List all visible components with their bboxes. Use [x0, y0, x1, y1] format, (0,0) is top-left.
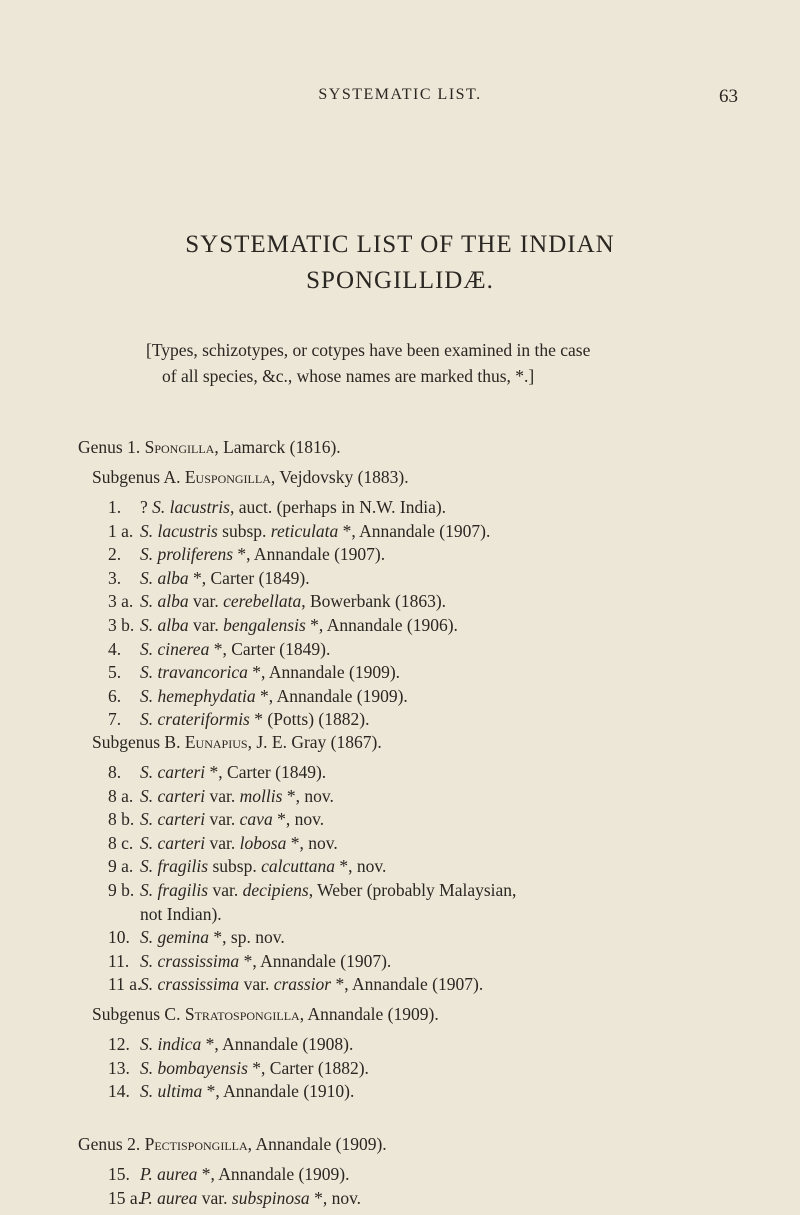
entry-rank: var.	[208, 880, 243, 900]
entry-number: 10.	[108, 927, 130, 948]
entry-authority: , Bowerbank (1863).	[301, 591, 447, 612]
title-line-1: SYSTEMATIC LIST OF THE INDIAN	[185, 231, 615, 258]
list-entry	[108, 1058, 369, 1079]
subgenus-b-heading-name: Eunapius	[184, 732, 248, 752]
entry-species: S. crassissima	[140, 950, 240, 971]
entry-number: 3.	[108, 567, 122, 588]
entry-species: S. carteri	[140, 809, 206, 830]
entry-rank: var.	[239, 974, 274, 995]
entry-number: 3 a.	[108, 591, 134, 612]
entry-authority: *, Annandale (1907).	[331, 974, 484, 995]
subgenus-c-heading	[92, 1004, 439, 1025]
entry-number: 2.	[108, 544, 122, 565]
list-entry	[108, 974, 483, 995]
entry-number: 8 a.	[108, 785, 134, 806]
entry-number: 15 a.	[108, 1187, 143, 1208]
entry-variety: crassior	[273, 974, 332, 995]
running-head	[0, 86, 800, 110]
running-head-title: SYSTEMATIC LIST.	[318, 86, 482, 103]
entry-authority: *, Annandale (1906).	[305, 615, 458, 635]
entry-number: 4.	[108, 638, 122, 659]
entry-species: P. aurea	[140, 1164, 198, 1184]
entry-authority: , Weber (probably Malaysian,	[308, 880, 517, 900]
entry-authority: *, nov.	[272, 809, 325, 830]
entry-rank: var.	[188, 591, 224, 612]
subgenus-c-heading-author: , Annandale (1909).	[299, 1004, 439, 1024]
page-title	[0, 227, 800, 299]
subgenus-b-heading-author: , J. E. Gray (1867).	[247, 732, 382, 752]
subgenus-b-heading-prefix: Subgenus B.	[92, 732, 185, 752]
list-entry	[108, 927, 285, 948]
list-entry	[108, 521, 490, 542]
entry-species: S. ultima	[140, 1081, 203, 1102]
entry-number: 8 b.	[108, 809, 135, 830]
entry-species: S. alba	[140, 591, 189, 612]
entry-authority: *, nov.	[286, 832, 338, 853]
entry-species: S. travancorica	[140, 662, 248, 683]
entry-number: 1.	[108, 497, 122, 517]
list-entry	[108, 762, 326, 783]
entry-variety: bengalensis	[223, 615, 306, 635]
entry-species: S. gemina	[140, 927, 210, 948]
entry-species: S. cinerea	[140, 638, 210, 659]
entry-authority: *, Annandale (1909).	[255, 685, 408, 706]
type-note	[146, 337, 766, 389]
list-entry	[108, 639, 330, 660]
entry-species: S. indica	[140, 1034, 202, 1054]
entry-authority: *, sp. nov.	[209, 927, 285, 948]
list-entry	[108, 709, 369, 730]
entry-query: ?	[140, 497, 153, 517]
list-entry	[108, 1164, 350, 1185]
list-entry	[108, 833, 338, 854]
list-entry	[108, 497, 446, 518]
entry-authority: *, nov.	[309, 1187, 362, 1208]
subgenus-a-heading-name: Euspongilla	[184, 467, 271, 487]
entry-rank: var.	[197, 1187, 232, 1208]
entry-rank: subsp.	[217, 520, 271, 541]
entry-variety: calcuttana	[261, 856, 335, 877]
list-entry	[108, 1081, 354, 1102]
entry-number: 13.	[108, 1057, 130, 1078]
entry-variety: lobosa	[239, 832, 287, 853]
entry-authority: *, Carter (1849).	[209, 638, 331, 659]
entry-number: 14.	[108, 1081, 130, 1102]
list-entry	[108, 1188, 361, 1209]
entry-number: 9 b.	[108, 880, 135, 900]
list-entry	[108, 544, 385, 565]
entry-authority: * (Potts) (1882).	[249, 709, 370, 730]
entry-variety: decipiens	[242, 880, 309, 900]
entry-species: S. carteri	[140, 832, 206, 853]
note-line-2: of all species, &c., whose names are marked thus, *.]	[162, 366, 535, 386]
entry-rank: subsp.	[208, 856, 262, 877]
entry-authority: , auct. (perhaps in N.W. India).	[229, 497, 447, 517]
entry-rank: var.	[205, 809, 240, 830]
entry-authority: *, nov.	[334, 856, 387, 877]
genus-1-heading-prefix: Genus 1.	[78, 437, 145, 457]
genus-2-heading-prefix: Genus 2.	[78, 1134, 145, 1154]
entry-species: S. lacustris	[152, 497, 230, 517]
entry-number: 8.	[108, 762, 122, 782]
title-line-2: SPONGILLIDÆ.	[306, 267, 494, 294]
list-entry	[108, 856, 386, 877]
genus-1-heading-name: Spongilla	[144, 437, 215, 457]
entry-authority: *, Carter (1849).	[205, 762, 327, 782]
list-entry	[108, 951, 391, 972]
entry-authority: *, Annandale (1907).	[338, 520, 491, 541]
entry-authority: *, Annandale (1907).	[233, 544, 386, 565]
list-entry	[108, 1034, 353, 1055]
entry-number: 8 c.	[108, 832, 134, 853]
entry-rank: var.	[188, 615, 224, 635]
entry-authority: *, nov.	[282, 785, 334, 806]
entry-number: 1 a.	[108, 520, 134, 541]
entry-number: 6.	[108, 685, 122, 706]
entry-authority: *, Annandale (1909).	[247, 662, 401, 683]
list-entry	[108, 809, 324, 830]
list-entry	[108, 591, 446, 612]
entry-number: 11 a.	[108, 974, 142, 995]
list-entry	[108, 904, 222, 925]
subgenus-a-heading-prefix: Subgenus A.	[92, 467, 185, 487]
list-entry	[108, 786, 334, 807]
list-entry	[108, 662, 400, 683]
entry-number: 9 a.	[108, 856, 134, 877]
entry-species: S. proliferens	[140, 544, 234, 565]
entry-variety: mollis	[239, 785, 283, 806]
entry-number: 11.	[108, 950, 130, 971]
entry-species: S. alba	[140, 567, 189, 588]
entry-authority: *, Annandale (1907).	[239, 950, 392, 971]
entry-authority: *, Annandale (1908).	[201, 1034, 354, 1054]
entry-number: 15.	[108, 1164, 130, 1184]
entry-rank: var.	[205, 785, 240, 806]
entry-number: 5.	[108, 662, 122, 683]
entry-variety: reticulata	[270, 520, 339, 541]
list-entry	[108, 880, 516, 901]
entry-authority: *, Annandale (1910).	[202, 1081, 355, 1102]
list-entry	[108, 615, 458, 636]
entry-number: 7.	[108, 709, 122, 730]
subgenus-c-heading-prefix: Subgenus C.	[92, 1004, 185, 1024]
entry-authority: *, Carter (1882).	[247, 1057, 369, 1078]
entry-authority: not Indian).	[140, 903, 222, 924]
subgenus-a-heading	[92, 467, 409, 488]
genus-2-heading-name: Pectispongilla	[144, 1134, 248, 1154]
entry-variety: subspinosa	[231, 1187, 310, 1208]
entry-variety: cava	[239, 809, 273, 830]
entry-number: 12.	[108, 1034, 130, 1054]
entry-species: S. crateriformis	[140, 709, 250, 730]
subgenus-a-heading-author: , Vejdovsky (1883).	[270, 467, 409, 487]
entry-species: S. carteri	[140, 785, 206, 806]
entry-species: S. alba	[140, 615, 189, 635]
entry-species: P. aurea	[140, 1187, 198, 1208]
entry-number: 3 b.	[108, 615, 135, 635]
entry-species: S. lacustris	[140, 520, 218, 541]
entry-species: S. carteri	[140, 762, 206, 782]
genus-2-heading	[78, 1134, 387, 1155]
entry-authority: *, Annandale (1909).	[197, 1164, 350, 1184]
entry-species: S. fragilis	[140, 856, 209, 877]
page-number: 63	[719, 86, 738, 107]
entry-species: S. fragilis	[140, 880, 209, 900]
entry-species: S. bombayensis	[140, 1057, 248, 1078]
list-entry	[108, 686, 408, 707]
subgenus-c-heading-name: Stratospongilla	[184, 1004, 300, 1024]
genus-1-heading-author: , Lamarck (1816).	[214, 437, 341, 457]
entry-rank: var.	[205, 832, 240, 853]
entry-authority: *, Carter (1849).	[188, 567, 310, 588]
note-line-1: [Types, schizotypes, or cotypes have been examined in the case	[146, 340, 591, 360]
entry-species: S. crassissima	[140, 974, 240, 995]
entry-variety: cerebellata	[223, 591, 302, 612]
subgenus-b-heading	[92, 732, 382, 753]
list-entry	[108, 568, 310, 589]
entry-species: S. hemephydatia	[140, 685, 256, 706]
genus-1-heading	[78, 437, 341, 458]
genus-2-heading-author: , Annandale (1909).	[247, 1134, 387, 1154]
